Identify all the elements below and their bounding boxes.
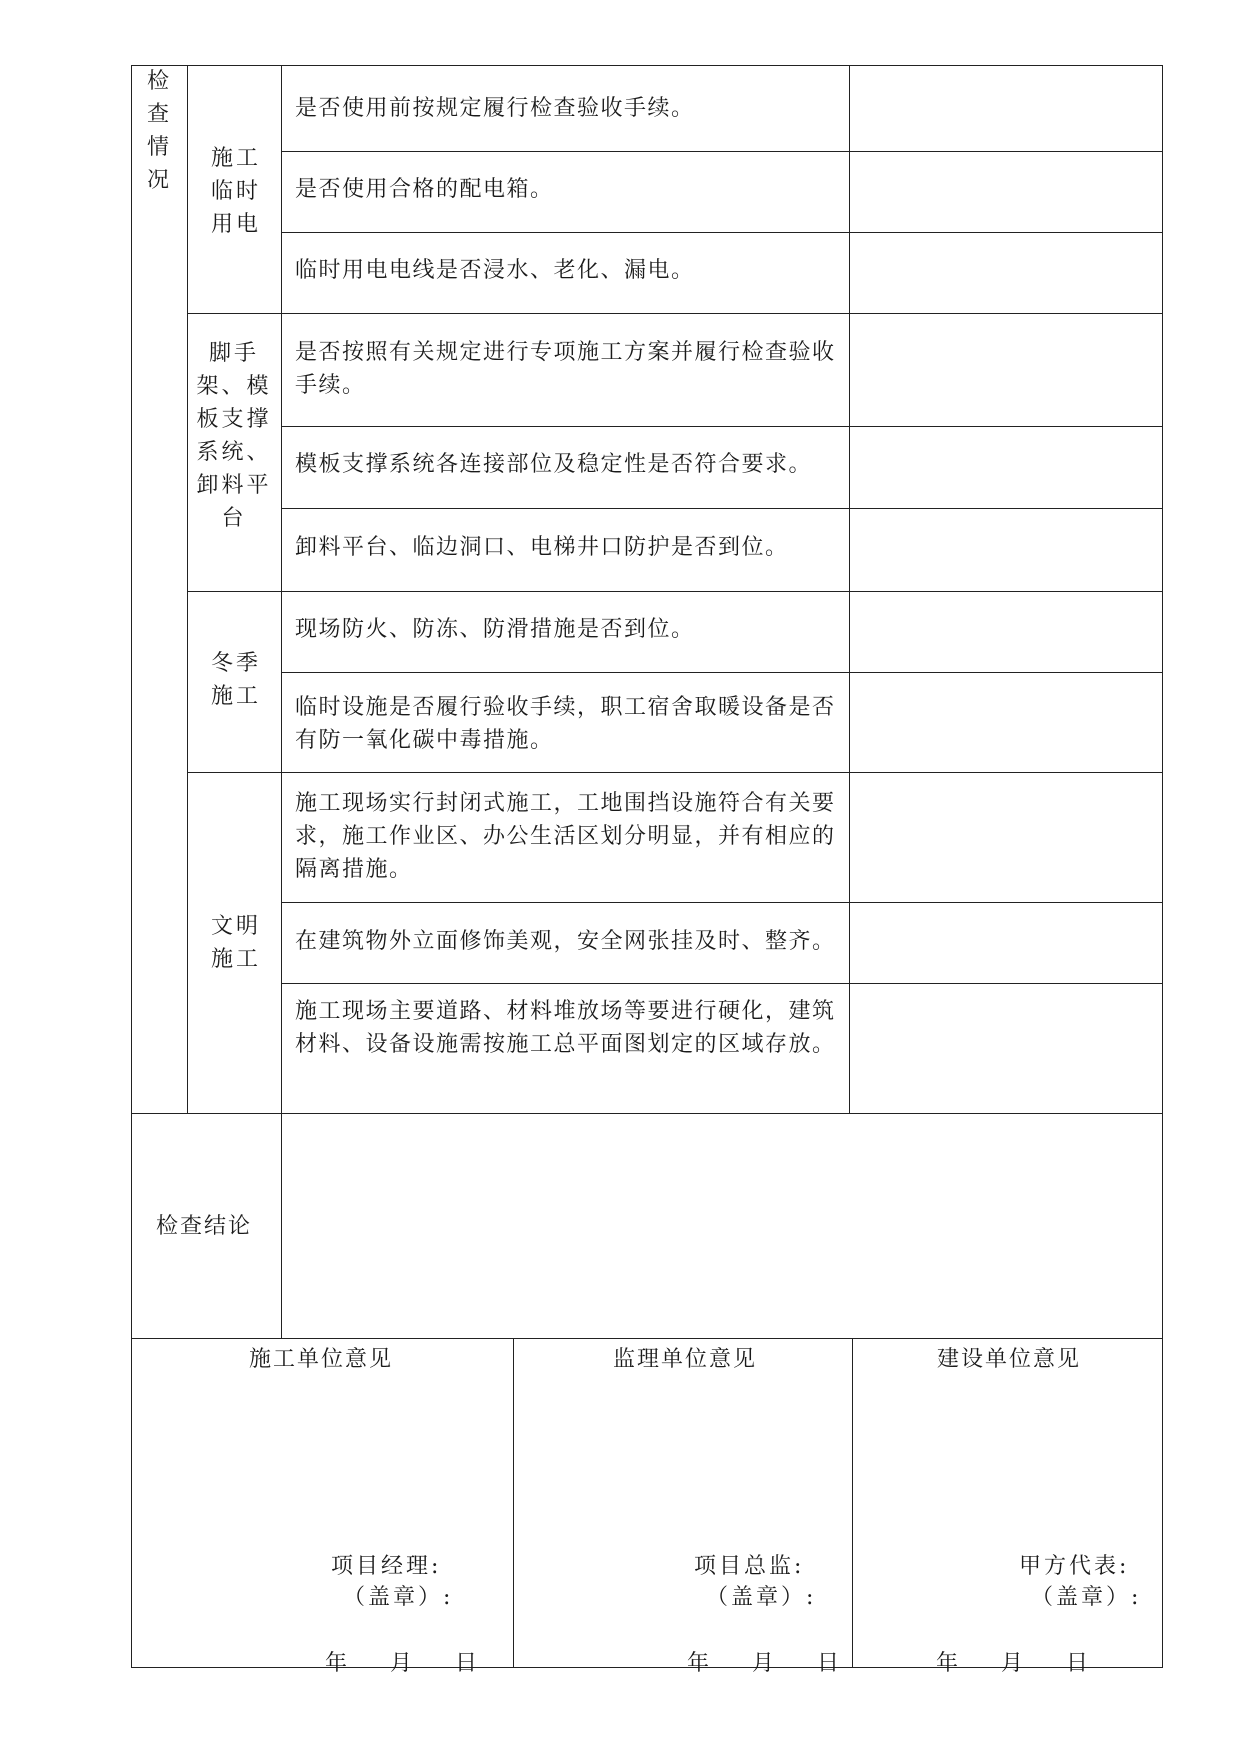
divider xyxy=(281,426,1163,427)
result-cell[interactable] xyxy=(851,774,1161,901)
divider xyxy=(281,65,282,1338)
date-label: 年 月 日 xyxy=(687,1651,842,1676)
category-label: 施工临时用电 xyxy=(210,146,261,237)
result-cell[interactable] xyxy=(851,674,1161,771)
category-label: 冬季施工 xyxy=(210,651,261,709)
result-cell[interactable] xyxy=(851,315,1161,425)
opinion-title-owner: 建设单位意见 xyxy=(937,1347,1082,1372)
divider xyxy=(281,672,1163,673)
divider xyxy=(852,1338,853,1668)
divider xyxy=(513,1338,514,1668)
signer-label: 项目经理: xyxy=(331,1554,442,1579)
divider xyxy=(187,772,1163,773)
result-cell[interactable] xyxy=(851,904,1161,982)
result-cell[interactable] xyxy=(851,985,1161,1112)
divider xyxy=(187,65,188,1113)
result-cell[interactable] xyxy=(851,510,1161,590)
check-item: 模板支撑系统各连接部位及稳定性是否符合要求。 xyxy=(295,452,813,477)
inspection-form xyxy=(131,65,1163,1676)
check-item: 现场防火、防冻、防滑措施是否到位。 xyxy=(295,617,695,642)
check-item: 在建筑物外立面修饰美观，安全网张挂及时、整齐。 xyxy=(295,929,836,954)
check-item: 是否使用前按规定履行检查验收手续。 xyxy=(295,96,695,121)
seal-label: （盖章）: xyxy=(343,1585,454,1610)
check-item: 是否按照有关规定进行专项施工方案并履行检查验收手续。 xyxy=(295,340,836,398)
divider xyxy=(187,591,1163,592)
result-cell[interactable] xyxy=(851,428,1161,507)
signer-label: 项目总监: xyxy=(694,1554,805,1579)
seal-label: （盖章）: xyxy=(706,1585,817,1610)
divider xyxy=(281,983,1163,984)
check-item: 临时设施是否履行验收手续，职工宿舍取暖设备是否有防一氧化碳中毒措施。 xyxy=(295,695,836,753)
category-label: 文明施工 xyxy=(210,914,261,972)
check-item: 临时用电电线是否浸水、老化、漏电。 xyxy=(295,258,695,283)
result-cell[interactable] xyxy=(851,234,1161,312)
seal-label: （盖章）: xyxy=(1031,1585,1142,1610)
divider xyxy=(281,151,1163,152)
divider xyxy=(131,1338,1163,1339)
conclusion-field[interactable] xyxy=(283,1115,1161,1336)
result-cell[interactable] xyxy=(851,153,1161,231)
opinion-title-construction: 施工单位意见 xyxy=(249,1347,394,1372)
divider xyxy=(281,508,1163,509)
divider xyxy=(281,902,1163,903)
check-item: 卸料平台、临边洞口、电梯井口防护是否到位。 xyxy=(295,535,789,560)
divider xyxy=(281,232,1163,233)
result-cell[interactable] xyxy=(851,67,1161,150)
category-label: 脚手架、模板支撑系统、卸料平台 xyxy=(196,341,272,531)
divider xyxy=(849,65,850,1113)
signer-label: 甲方代表: xyxy=(1019,1554,1130,1579)
result-cell[interactable] xyxy=(851,593,1161,671)
date-label: 年 月 日 xyxy=(936,1651,1091,1676)
check-item: 施工现场实行封闭式施工，工地围挡设施符合有关要求，施工作业区、办公生活区划分明显，并有相应的隔离措施。 xyxy=(295,791,836,882)
check-item: 施工现场主要道路、材料堆放场等要进行硬化，建筑材料、设备设施需按施工总平面图划定的区域存放。 xyxy=(295,999,836,1057)
section-label: 检查情况 xyxy=(146,69,169,193)
conclusion-label: 检查结论 xyxy=(156,1214,253,1239)
divider xyxy=(131,1113,1163,1114)
date-label: 年 月 日 xyxy=(325,1651,480,1676)
divider xyxy=(187,313,1163,314)
check-item: 是否使用合格的配电箱。 xyxy=(295,177,554,202)
opinion-title-supervision: 监理单位意见 xyxy=(613,1347,758,1372)
